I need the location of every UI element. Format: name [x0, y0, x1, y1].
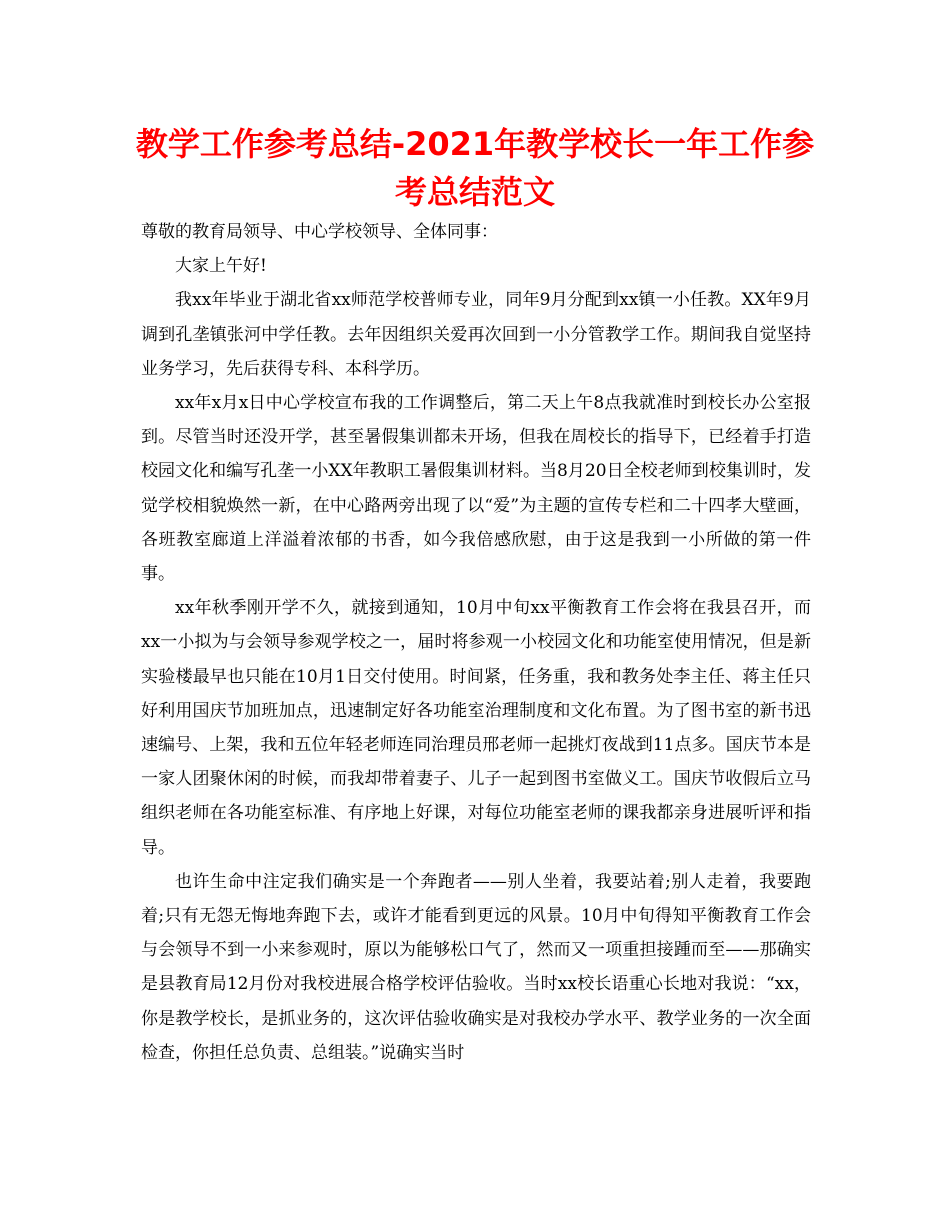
paragraph-1: 我xx年毕业于湖北省xx师范学校普师专业，同年9月分配到xx镇一小任教。XX年9月调到孔垄镇张河中学任教。去年因组织关爱再次回到一小分管教学工作。期间我自觉坚持业务学习，先后获得专科、本科学历。 — [141, 290, 811, 379]
paragraph-3: xx年秋季刚开学不久，就接到通知，10月中旬xx平衡教育工作会将在我县召开，而xx一小拟为与会领导参观学校之一，届时将参观一小校园文化和功能室使用情况，但是新实验楼最早也只能在10月1日交付使用。时间紧，任务重，我和教务处李主任、蒋主任只好利用国庆节加班加点，迅速制定好各功能室治理制度和文化布置。为了图书室的新书迅速编号、上架，我和五位年轻老师连同治理员邢老师一起挑灯夜战到11点多。国庆节本是一家人团聚休闲的时候，而我却带着妻子、儿子一起到图书室做义工。国庆节收假后立马组织老师在各功能室标准、有序地上好课，对每位功能室老师的课我都亲身进展听评和指导。 — [141, 598, 811, 858]
document-body — [141, 215, 811, 1070]
paragraph-2: xx年x月x日中心学校宣布我的工作调整后，第二天上午8点我就准时到校长办公室报到。尽管当时还没开学，甚至暑假集训都未开场，但我在周校长的指导下，已经着手打造校园文化和编写孔垄一小XX年教职工暑假集训材料。当8月20日全校老师到校集训时，发觉学校相貌焕然一新，在中心路两旁出现了以“爱”为主题的宣传专栏和二十四孝大壁画，各班教室廊道上洋溢着浓郁的书香，如今我倍感欣慰，由于这是我到一小所做的第一件事。 — [141, 393, 811, 585]
salutation: 尊敬的教育局领导、中心学校领导、全体同事： — [141, 222, 498, 242]
greeting: 大家上午好! — [175, 256, 267, 277]
paragraph-4: 也许生命中注定我们确实是一个奔跑者——别人坐着，我要站着;别人走着，我要跑着;只有无怨无悔地奔跑下去，或许才能看到更远的风景。10月中旬得知平衡教育工作会与会领导不到一小来参观时，原以为能够松口气了，然而又一项重担接踵而至——那确实是县教育局12月份对我校进展合格学校评估验收。当时xx校长语重心长地对我说：“xx，你是教学校长，是抓业务的，这次评估验收确实是对我校办学水平、教学业务的一次全面检查，你担任总负责、总组装。”说确实当时 — [141, 871, 811, 1063]
document-title: 教学工作参考总结-2021年教学校长一年工作参考总结范文 — [135, 125, 815, 211]
